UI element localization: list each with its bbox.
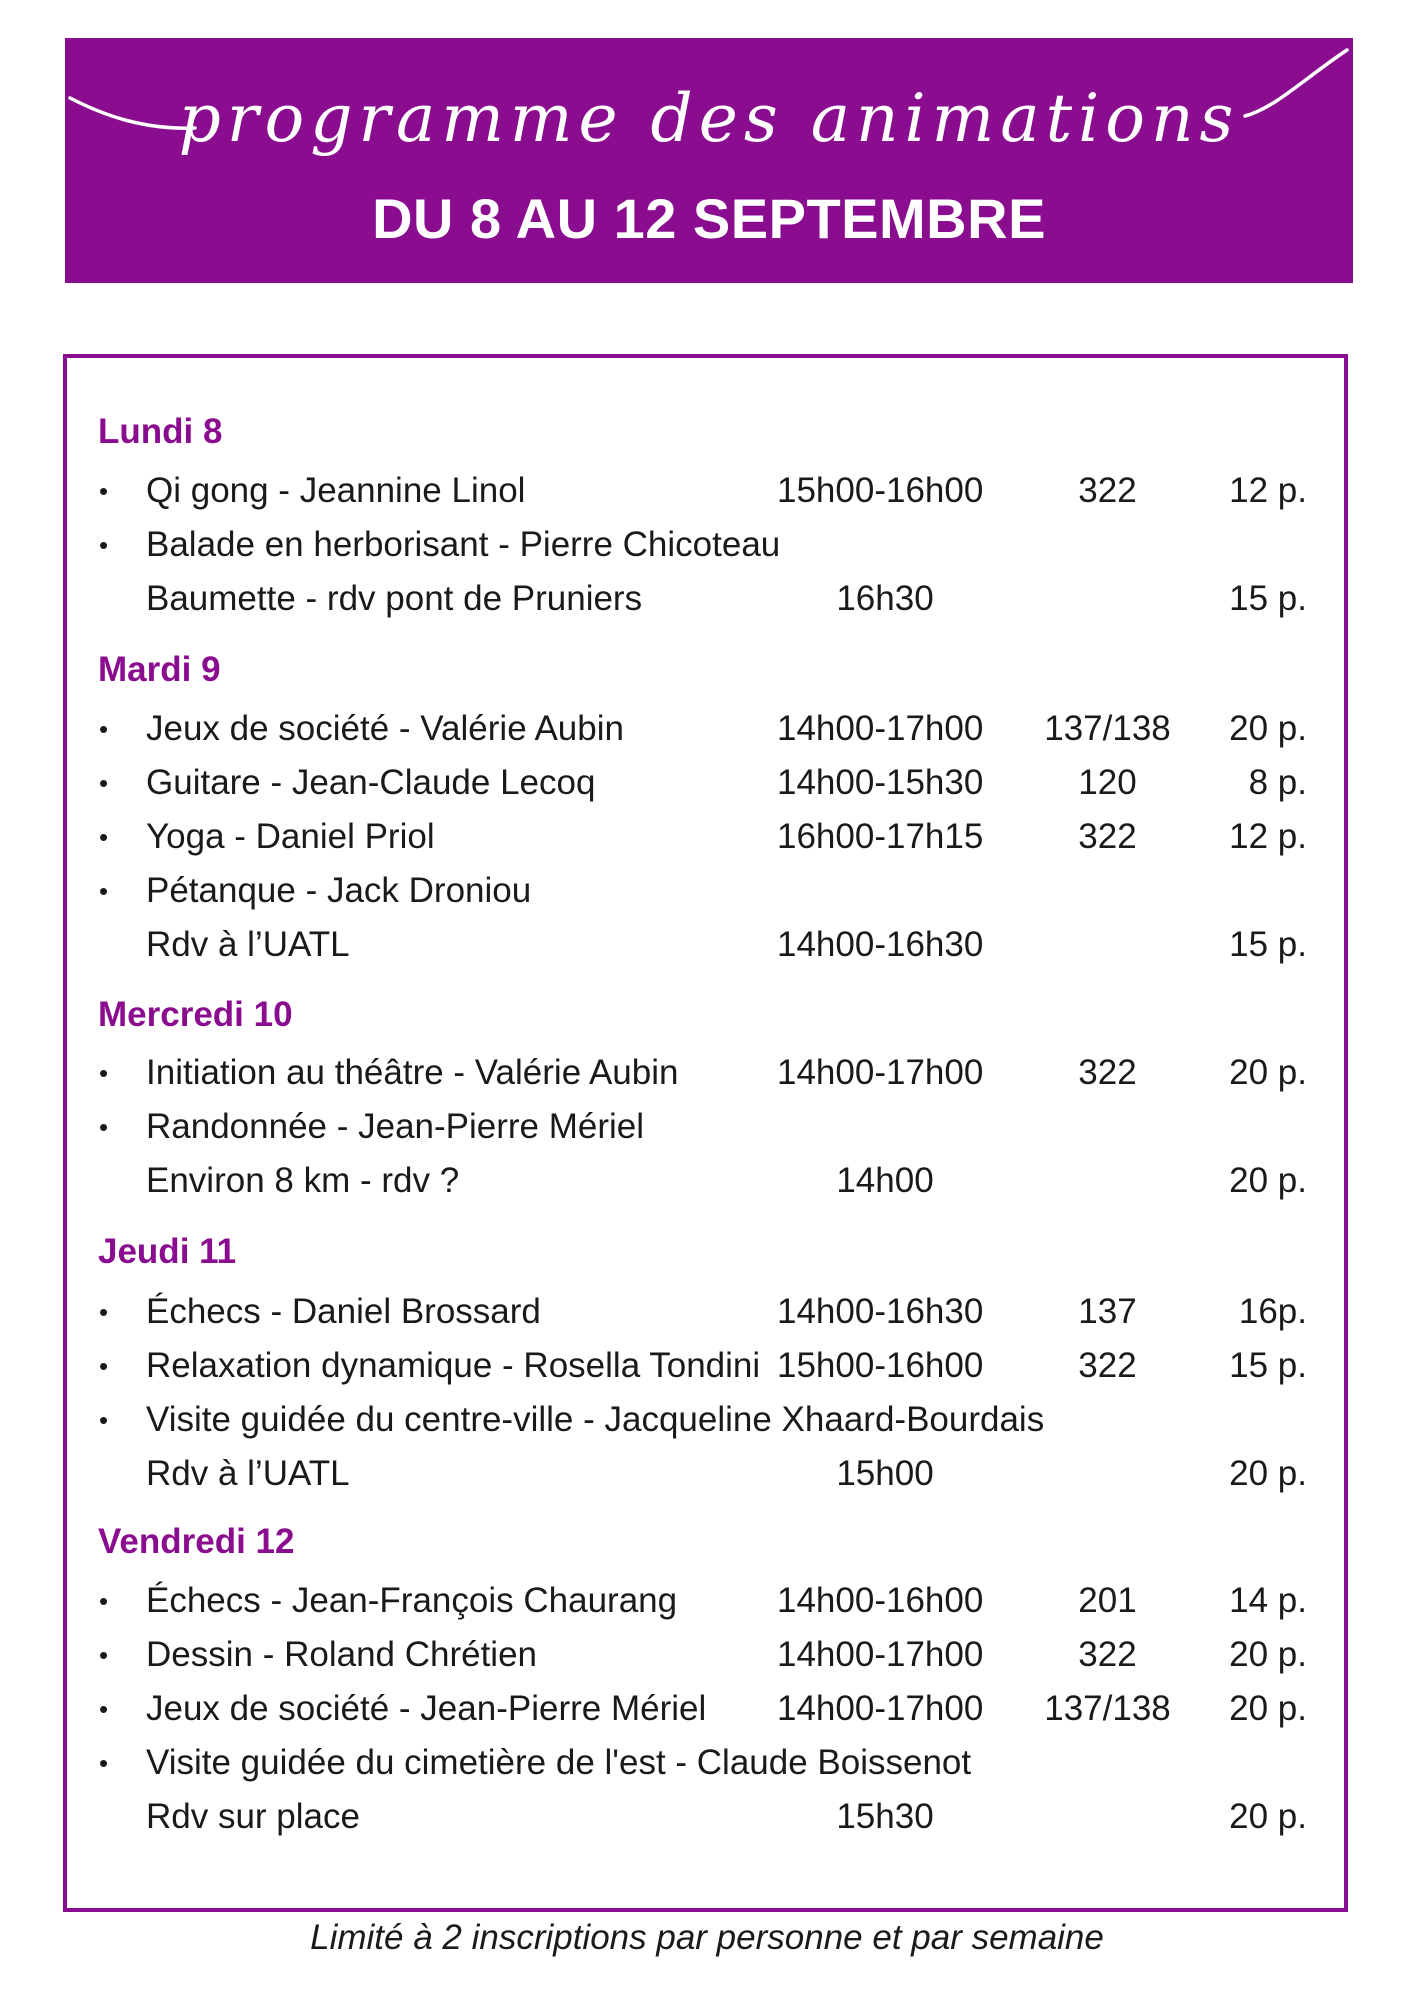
date-title: DU 8 AU 12 SEPTEMBRE [372, 187, 1046, 250]
bullet-icon: • [99, 1351, 109, 1381]
activity-places: 14 p. [1229, 1581, 1307, 1620]
activity-label: Environ 8 km - rdv ? [146, 1161, 460, 1200]
activity-row [0, 702, 1414, 756]
activity-room: 201 [1078, 1581, 1137, 1620]
activity-time: 14h00-17h00 [777, 1689, 984, 1728]
activity-label: Guitare - Jean-Claude Lecoq [146, 763, 596, 802]
activity-label: Visite guidée du cimetière de l'est - Claude Boissenot [146, 1743, 972, 1782]
activity-time: 14h00-17h00 [777, 709, 984, 748]
day-heading: Jeudi 11 [98, 1232, 237, 1271]
activity-row [0, 1682, 1414, 1736]
activity-room: 120 [1078, 763, 1137, 802]
bullet-icon: • [99, 1694, 109, 1724]
activity-row [0, 1628, 1414, 1682]
bullet-icon: • [99, 530, 109, 560]
activity-time: 14h00-16h30 [777, 925, 984, 964]
day-heading: Vendredi 12 [98, 1522, 295, 1561]
activity-row [0, 810, 1414, 864]
activity-room: 322 [1078, 471, 1137, 510]
activity-row [0, 1154, 1414, 1208]
bullet-icon: • [99, 876, 109, 906]
activity-row [0, 1285, 1414, 1339]
bullet-icon: • [99, 1405, 109, 1435]
activity-places: 15 p. [1229, 925, 1307, 964]
activity-places: 20 p. [1229, 1161, 1307, 1200]
activity-row [0, 572, 1414, 626]
activity-row [0, 1790, 1414, 1844]
activity-row [0, 1393, 1414, 1447]
activity-label: Pétanque - Jack Droniou [146, 871, 532, 910]
activity-time: 16h30 [836, 579, 934, 618]
activity-label: Dessin - Roland Chrétien [146, 1635, 538, 1674]
activity-row [0, 756, 1414, 810]
activity-time: 15h00-16h00 [777, 471, 984, 510]
activity-label: Qi gong - Jeannine Linol [146, 471, 526, 510]
activity-room: 322 [1078, 1053, 1137, 1092]
activity-label: Rdv à l’UATL [146, 1454, 350, 1493]
script-title: programme des animations [178, 80, 1240, 157]
activity-room: 322 [1078, 817, 1137, 856]
activity-room: 137 [1078, 1292, 1137, 1331]
bullet-icon: • [99, 822, 109, 852]
activity-time: 14h00-15h30 [777, 763, 984, 802]
activity-row [0, 918, 1414, 972]
activity-row [0, 464, 1414, 518]
activity-places: 16p. [1238, 1292, 1307, 1331]
bullet-icon: • [99, 476, 109, 506]
activity-time: 14h00 [836, 1161, 934, 1200]
activity-time: 14h00-16h00 [777, 1581, 984, 1620]
activity-room: 137/138 [1044, 709, 1171, 748]
activity-time: 15h00 [836, 1454, 934, 1493]
activity-places: 15 p. [1229, 1346, 1307, 1385]
activity-label: Rdv à l’UATL [146, 925, 350, 964]
activity-places: 8 p. [1248, 763, 1307, 802]
activity-label: Randonnée - Jean-Pierre Mériel [146, 1107, 645, 1146]
bullet-icon: • [99, 1297, 109, 1327]
activity-places: 20 p. [1229, 1454, 1307, 1493]
activity-places: 12 p. [1229, 817, 1307, 856]
bullet-icon: • [99, 1058, 109, 1088]
activity-label: Rdv sur place [146, 1797, 360, 1836]
activity-label: Yoga - Daniel Priol [146, 817, 435, 856]
bullet-icon: • [99, 1586, 109, 1616]
bullet-icon: • [99, 1748, 109, 1778]
activity-places: 20 p. [1229, 709, 1307, 748]
activity-label: Échecs - Daniel Brossard [146, 1292, 541, 1331]
activity-label: Jeux de société - Valérie Aubin [146, 709, 624, 748]
activity-places: 20 p. [1229, 1797, 1307, 1836]
activity-time: 14h00-17h00 [777, 1635, 984, 1674]
activity-row [0, 864, 1414, 918]
activity-label: Jeux de société - Jean-Pierre Mériel [146, 1689, 707, 1728]
activity-label: Relaxation dynamique - Rosella Tondini [146, 1346, 761, 1385]
day-heading: Mercredi 10 [98, 995, 293, 1034]
activity-time: 14h00-17h00 [777, 1053, 984, 1092]
activity-time: 15h00-16h00 [777, 1346, 984, 1385]
bullet-icon: • [99, 1640, 109, 1670]
activity-room: 322 [1078, 1635, 1137, 1674]
day-heading: Lundi 8 [98, 412, 223, 451]
activity-places: 20 p. [1229, 1689, 1307, 1728]
activity-places: 15 p. [1229, 579, 1307, 618]
activity-row [0, 1447, 1414, 1501]
activity-room: 137/138 [1044, 1689, 1171, 1728]
activity-label: Échecs - Jean-François Chaurang [146, 1581, 678, 1620]
bullet-icon: • [99, 768, 109, 798]
activity-row [0, 1574, 1414, 1628]
activity-time: 14h00-16h30 [777, 1292, 984, 1331]
activity-label: Visite guidée du centre-ville - Jacqueline Xhaard-Bourdais [146, 1400, 1045, 1439]
activity-time: 15h30 [836, 1797, 934, 1836]
activity-room: 322 [1078, 1346, 1137, 1385]
activity-label: Baumette - rdv pont de Pruniers [146, 579, 643, 618]
activity-places: 12 p. [1229, 471, 1307, 510]
day-heading: Mardi 9 [98, 650, 221, 689]
activity-row [0, 1736, 1414, 1790]
activity-time: 16h00-17h15 [777, 817, 984, 856]
bullet-icon: • [99, 714, 109, 744]
activity-label: Balade en herborisant - Pierre Chicoteau [146, 525, 781, 564]
activity-row [0, 1046, 1414, 1100]
activity-row [0, 518, 1414, 572]
activity-places: 20 p. [1229, 1635, 1307, 1674]
activity-places: 20 p. [1229, 1053, 1307, 1092]
activity-row [0, 1100, 1414, 1154]
bullet-icon: • [99, 1112, 109, 1142]
footer-note: Limité à 2 inscriptions par personne et par semaine [310, 1918, 1104, 1957]
activity-label: Initiation au théâtre - Valérie Aubin [146, 1053, 679, 1092]
activity-row [0, 1339, 1414, 1393]
